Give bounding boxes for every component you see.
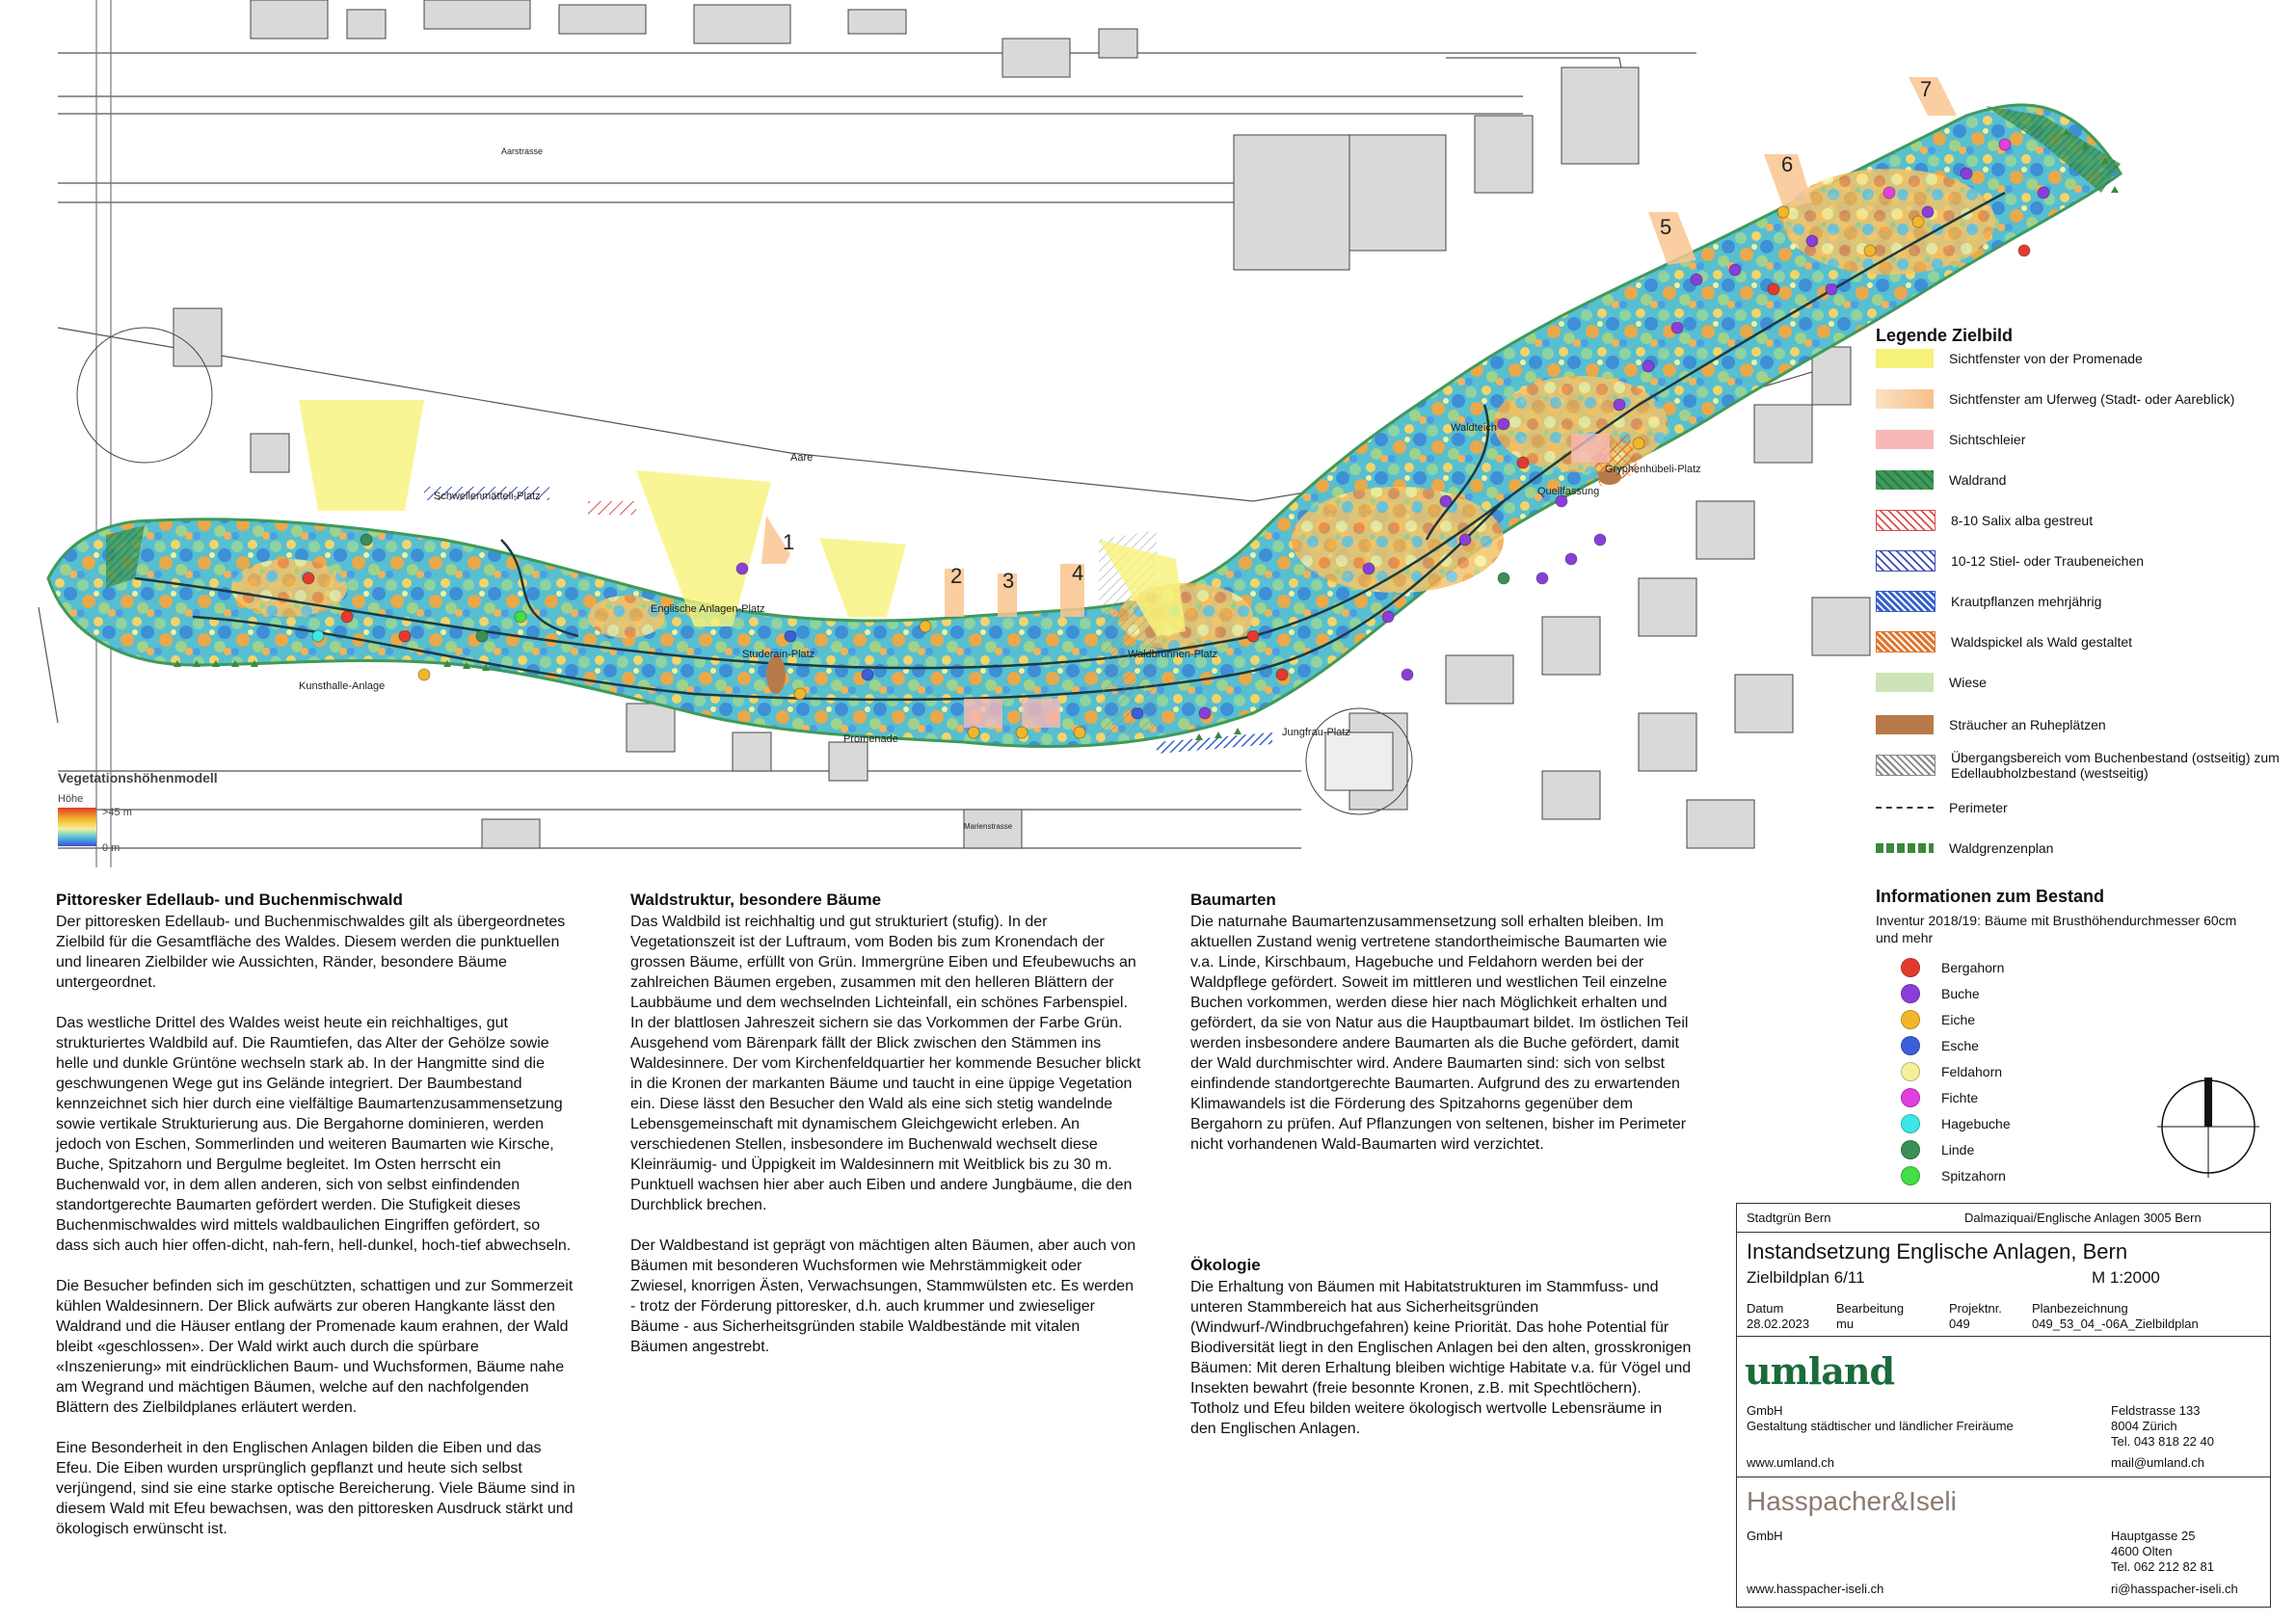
species-dot-icon — [1901, 1088, 1920, 1107]
inventory-subtitle: Inventur 2018/19: Bäume mit Brusthöhendurchmesser 60cm und mehr — [1876, 913, 2237, 945]
firm2-legal-form: GmbH — [1747, 1529, 1783, 1543]
species-item — [1901, 1138, 1974, 1161]
tree-marker — [794, 688, 806, 700]
tree-marker — [1459, 534, 1471, 545]
editor-label: Bearbeitung — [1836, 1301, 1905, 1316]
legend-label: Übergangsbereich vom Buchenbestand (ostseitig) zum Edellaubholzbestand (westseitig) — [1951, 750, 2280, 781]
tree-marker — [1536, 572, 1548, 584]
paragraph: Das Waldbild ist reichhaltig und gut strukturiert (stufig). In der Vegetationszeit ist der Luftraum, vom Boden bis zum Kronendach der grossen Bäume, erfüllt von Grün. Immergrüne Eiben und Efeubewuchs an zahlreichen Bäumen ergeben, zusammen mit den helleren Blättern der Laubbäume und dem wechselnden Lichteinfall, ein schönes Farbenspiel. In der blattlosen Jahreszeit sichern sie das Vorkommen der Farbe Grün. Ausgehend vom Bärenpark fällt der Blick zwischen den Stämmen ins Waldesinnere. Der vom Kirchenfeldquartier her kommende Besucher blickt in die Kronen der markanten Bäume und taucht in eine üppige Vegetation ein. Diese lässt den Besucher den Wald als eine sich stetig wandelnde Lebensgemeinschaft mit dynamischem Gleichgewicht erleben. An verschiedenen Stellen, insbesondere im Buchenwald wechselt diese Kleinräumig- und Üppigkeit im Waldesinnern mit Weitblick bis zu 30 m. Punktuell wachsen hier aber auch Eiben und andere Jungbäume, die den Durchblick brechen. — [630, 914, 1141, 1213]
species-dot-icon — [1901, 1036, 1920, 1055]
tree-marker — [418, 669, 430, 680]
tree-marker — [1199, 707, 1211, 719]
species-label: Buche — [1941, 986, 1980, 1001]
legend-item — [1876, 582, 2296, 621]
legend-item — [1876, 663, 2296, 702]
viewpoint-number: 4 — [1072, 561, 1084, 585]
legend-label: Wiese — [1949, 675, 1987, 690]
firm1-website[interactable]: www.umland.ch — [1747, 1455, 1835, 1470]
legend-item — [1876, 461, 2296, 499]
tree-marker — [1247, 630, 1259, 642]
species-item — [1901, 1164, 2006, 1187]
tree-marker — [1999, 139, 2011, 150]
site-address: Dalmaziquai/Englische Anlagen 3005 Bern — [1964, 1211, 2202, 1225]
svg-text:0 m: 0 m — [102, 842, 120, 854]
project-number-label: Projektnr. — [1949, 1301, 2002, 1316]
legend-item — [1876, 705, 2296, 744]
label-quellfassung: Quellfassung — [1537, 486, 1600, 497]
tree-marker — [1594, 534, 1606, 545]
species-item — [1901, 982, 1980, 1005]
legend-label: 10-12 Stiel- oder Traubeneichen — [1951, 553, 2145, 569]
tree-marker — [1642, 360, 1654, 372]
north-arrow — [2155, 1074, 2261, 1180]
species-label: Spitzahorn — [1941, 1168, 2006, 1184]
tree-marker — [1016, 727, 1028, 738]
species-item — [1901, 956, 2004, 979]
tree-marker — [862, 669, 873, 680]
species-label: Feldahorn — [1941, 1064, 2003, 1079]
firm1-street: Feldstrasse 133 — [2111, 1403, 2201, 1418]
species-dot-icon — [1901, 958, 1920, 977]
plan-name: Zielbildplan 6/11 — [1747, 1268, 1865, 1287]
svg-text:Höhe: Höhe — [58, 793, 84, 805]
section-title: Baumarten — [1190, 891, 1276, 909]
plan-scale: M 1:2000 — [2092, 1268, 2160, 1287]
tree-marker — [312, 630, 324, 642]
label-aarstrasse: Aarstrasse — [501, 146, 544, 156]
tree-marker — [1826, 283, 1837, 295]
label-waldteich: Waldteich — [1451, 422, 1497, 434]
viewpoint-number: 1 — [783, 530, 795, 554]
firm1-email[interactable]: mail@umland.ch — [2111, 1455, 2205, 1470]
legend-label: Sichtfenster von der Promenade — [1949, 351, 2143, 366]
paragraph: Eine Besonderheit in den Englischen Anlagen bilden die Eiben und das Efeu. Die Eiben wurden ursprünglich gepflanzt und heute sich selbst verjüngend, sind sie eine starke optische Bereicherung. Viele Bäume sind in diesem Wald mit Efeu bewachsen, was den pittoresken Ausdruck stärkt und ökologisch erwünscht ist. — [56, 1440, 575, 1537]
legend-swatch — [1876, 755, 1936, 776]
tree-marker — [1883, 187, 1895, 199]
species-item — [1901, 1034, 1979, 1057]
legend-swatch — [1876, 510, 1936, 531]
label-englische-anlagen: Englische Anlagen-Platz — [651, 603, 765, 615]
label-aare: Aare — [790, 452, 814, 464]
species-dot-icon — [1901, 1140, 1920, 1159]
section-title: Waldstruktur, besondere Bäume — [630, 891, 882, 909]
species-item — [1901, 1060, 2002, 1083]
legend-label: Waldrand — [1949, 472, 2007, 488]
tree-marker — [1565, 553, 1577, 565]
legend-swatch — [1876, 673, 1934, 692]
project-title: Instandsetzung Englische Anlagen, Bern — [1747, 1239, 2128, 1264]
paragraph: Die Besucher befinden sich im geschützten, schattigen und zur Sommerzeit kühlen Waldesinnern. Der Blick aufwärts zur oberen Hangkante lässt den Waldrand und die Häuser entlang der Promenade kaum erahnen, der Wald bleibt «geschlossen». Der Wald wirkt auch durch die spürbare «Inszenierung» mit eindrücklichen Baum- und Wuchsformen, Bäume nahe am Wegrand und mächtigen Bäumen, welche auf den nachfolgenden Blättern des Zielbildplanes erläutert werden. — [56, 1278, 574, 1416]
tree-marker — [360, 534, 372, 545]
legend-swatch — [1876, 807, 1934, 809]
species-dot-icon — [1901, 1062, 1920, 1081]
firm1-city: 8004 Zürich — [2111, 1419, 2177, 1433]
tree-marker — [1402, 669, 1413, 680]
viewpoint-number: 3 — [1002, 569, 1015, 593]
tree-marker — [1922, 206, 1934, 218]
text-column-1 — [56, 891, 576, 1559]
tree-marker — [1363, 563, 1375, 574]
tree-marker — [920, 621, 931, 632]
section-title: Ökologie — [1190, 1256, 1261, 1274]
viewpoint-number: 5 — [1660, 215, 1672, 239]
viewpoint-number: 7 — [1920, 77, 1933, 101]
tree-marker — [1074, 727, 1085, 738]
paragraph: Die Erhaltung von Bäumen mit Habitatstrukturen im Stammfuss- und unteren Stammbereich hat aus Sicherheitsgründen (Windwurf-/Windbruchgefahren) keine Priorität. Das hohe Potential für Biodiversität liegt in den Englischen Anlagen bei den alten, grosskronigen Bäumen: Mit deren Erhaltung bleiben wichtige Habitate v.a. für Vögel und Insekten bewahrt (freie besonnte Kronen, z.B. mit Spechtlöchern). Totholz und Efeu bilden weitere ökologisch wertvolle Lebensräume in den Englischen Anlagen. — [1190, 1279, 1692, 1437]
tree-marker — [1498, 572, 1509, 584]
legend-swatch — [1876, 715, 1934, 734]
tree-marker — [1132, 707, 1143, 719]
legend-label: Krautpflanzen mehrjährig — [1951, 594, 2102, 609]
legend-item — [1876, 746, 2296, 785]
tree-marker — [736, 563, 748, 574]
viewpoint-number: 2 — [950, 564, 963, 588]
legend-label: Waldspickel als Wald gestaltet — [1951, 634, 2133, 650]
paragraph: Das westliche Drittel des Waldes weist heute ein reichhaltiges, gut strukturiertes Waldbild auf. Die Raumtiefen, das Alter der Gehölze sowie helle und dunkle Grüntöne wechseln stark ab. In der Hangmitte sind die geschwungenen Wege gut ins Gelände integriert. Der Baumbestand kennzeichnet sich hier durch eine vielfältige Baumartenzusammensetzung sowie vertikale Strukturierung aus. Die Bergahorne dominieren, werden jedoch von Eschen, Sommerlinden und weiteren Baumarten wie Kirsche, Buche, Spitzahorn und Bergulme begleitet. Im Osten herrscht ein Buchenwald vor, in dem allen anderen, sich von selbst einfindenden standortgerechte Baumarten gefördert werden. Die Stufigkeit dieses Buchenmischwaldes wird mittels waldbaulichen Eingriffen gefördert, so dass sich auch hier offen-dicht, nah-fern, hell-dunkel, hoch-tief abwechseln. — [56, 1015, 572, 1254]
legend-swatch — [1876, 591, 1936, 612]
client: Stadtgrün Bern — [1747, 1211, 1831, 1225]
legend-label: Perimeter — [1949, 800, 2008, 815]
legend-item — [1876, 623, 2296, 661]
species-item — [1901, 1008, 1975, 1031]
firm2-phone: Tel. 062 212 82 81 — [2111, 1559, 2214, 1574]
tree-marker — [1671, 322, 1683, 333]
species-label: Hagebuche — [1941, 1116, 2011, 1131]
species-dot-icon — [1901, 1114, 1920, 1133]
salix-zone — [588, 501, 636, 515]
legend-title: Legende Zielbild — [1876, 326, 2014, 345]
legend-label: Sichtfenster am Uferweg (Stadt- oder Aareblick) — [1949, 391, 2235, 407]
legend-swatch — [1876, 550, 1936, 572]
label-waldbrunnen: Waldbrunnen-Platz — [1128, 649, 1218, 660]
species-dot-icon — [1901, 984, 1920, 1003]
label-promenade: Promenade — [843, 733, 898, 745]
firm1-phone: Tel. 043 818 22 40 — [2111, 1434, 2214, 1449]
editor-value: mu — [1836, 1317, 1855, 1331]
tree-marker — [1382, 611, 1394, 623]
legend-swatch — [1876, 430, 1934, 449]
legend-swatch — [1876, 349, 1934, 368]
firm2-email[interactable]: ri@hasspacher-iseli.ch — [2111, 1582, 2238, 1596]
legend-label: Sträucher an Ruheplätzen — [1949, 717, 2106, 732]
shrub-resting-place — [766, 655, 786, 694]
legend-item — [1876, 829, 2296, 867]
species-dot-icon — [1901, 1010, 1920, 1029]
label-gryphenhuebeli: Gryphenhübeli-Platz — [1605, 464, 1701, 475]
tree-marker — [1806, 235, 1818, 247]
tree-marker — [1768, 283, 1779, 295]
tree-marker — [476, 630, 488, 642]
plan-designation-label: Planbezeichnung — [2032, 1301, 2128, 1316]
legend-item — [1876, 380, 2296, 418]
tree-marker — [2038, 187, 2049, 199]
section-title: Pittoresker Edellaub- und Buchenmischwald — [56, 891, 403, 909]
label-jungfrau: Jungfrau-Platz — [1282, 727, 1350, 738]
species-label: Eiche — [1941, 1012, 1976, 1027]
species-item — [1901, 1112, 2011, 1135]
legend-swatch — [1876, 470, 1934, 490]
tree-marker — [303, 572, 314, 584]
species-dot-icon — [1901, 1166, 1920, 1185]
vegetation-height-legend — [58, 770, 218, 854]
plan-designation-value: 049_53_04_-06A_Zielbildplan — [2032, 1317, 2199, 1331]
legend-item — [1876, 339, 2296, 378]
legend-item — [1876, 420, 2296, 459]
legend-label: 8-10 Salix alba gestreut — [1951, 513, 2094, 528]
species-item — [1901, 1086, 1978, 1109]
tree-marker — [1729, 264, 1741, 276]
paragraph: Die naturnahe Baumartenzusammensetzung soll erhalten bleiben. Im aktuellen Zustand wenig vertretene standortheimische Baumarten wie v.a. Linde, Kirschbaum, Hagebuche und Feldahorn werden bei der Waldpflege gefördert. Soweit im mittleren und westlichen Teil einzelne Buchen vorkommen, werden diese hier nach Möglichkeit erhalten und gefördert, da sie von Natur aus die Hauptbaumart bildet. Im östlichen Teil werden insbesondere andere Baumarten als die Buche gefördert, damit der Wald durchmischter wird. Andere Baumarten sind: sich von selbst einfindende standortgerechte Baumarten. Aufgrund des zu erwartenden Klimawandels ist die Förderung des Spitzahorns gegenüber dem Bergahorn zu prüfen. Auf Pflanzungen von seltenen, bisher im Perimeter nicht vorhandenen Wald-Baumarten wird verzichtet. — [1190, 914, 1689, 1153]
firm1-legal-form: GmbH — [1747, 1403, 1783, 1418]
legend-label: Waldgrenzenplan — [1949, 840, 2054, 856]
tree-marker — [1864, 245, 1876, 256]
firm2-website[interactable]: www.hasspacher-iseli.ch — [1747, 1582, 1884, 1596]
tree-marker — [1777, 206, 1789, 218]
species-label: Fichte — [1941, 1090, 1979, 1105]
legend-item — [1876, 501, 2296, 540]
species-label: Linde — [1941, 1142, 1975, 1157]
inventory-title: Informationen zum Bestand — [1876, 887, 2105, 906]
tree-marker — [1517, 457, 1529, 468]
label-marienstrasse: Marienstrasse — [964, 822, 1013, 831]
tree-marker — [399, 630, 411, 642]
date-value: 28.02.2023 — [1747, 1317, 1810, 1331]
species-label: Esche — [1941, 1038, 1979, 1053]
legend-item — [1876, 542, 2296, 580]
umland-logo: umland — [1745, 1349, 1895, 1393]
firm2-street: Hauptgasse 25 — [2111, 1529, 2196, 1543]
tree-marker — [515, 611, 526, 623]
label-schwellenmaetteli: Schwellenmätteli-Platz — [434, 491, 541, 502]
tree-marker — [1961, 168, 1972, 179]
tree-marker — [1614, 399, 1625, 411]
viewpoint-number: 6 — [1781, 152, 1794, 176]
label-kunsthalle: Kunsthalle-Anlage — [299, 680, 386, 692]
svg-text:>45 m: >45 m — [102, 807, 132, 818]
tree-marker — [341, 611, 353, 623]
firm1-description: Gestaltung städtischer und ländlicher Freiräume — [1747, 1419, 2014, 1433]
legend-swatch — [1876, 631, 1936, 652]
firm2-city: 4600 Olten — [2111, 1544, 2173, 1558]
tree-marker — [1498, 418, 1509, 430]
legend-item — [1876, 788, 2296, 827]
paragraph: Der pittoresken Edellaub- und Buchenmischwaldes gilt als übergeordnetes Zielbild für die Gesamtfläche des Waldes. Diesem werden die punktuellen und linearen Zielbilder wie Aussichten, Ränder, besondere Bäume untergeordnet. — [56, 914, 566, 991]
hasspacher-iseli-logo: Hasspacher&Iseli — [1747, 1486, 1957, 1516]
legend-swatch — [1876, 389, 1934, 409]
tree-marker — [2018, 245, 2030, 256]
tree-marker — [1691, 274, 1702, 285]
legend-swatch — [1876, 843, 1934, 853]
species-label: Bergahorn — [1941, 960, 2005, 975]
tree-marker — [1912, 216, 1924, 227]
tree-marker — [968, 727, 979, 738]
date-label: Datum — [1747, 1301, 1784, 1316]
svg-text:Vegetationshöhenmodell: Vegetationshöhenmodell — [58, 770, 218, 785]
tree-marker — [1633, 438, 1644, 449]
tree-marker — [785, 630, 796, 642]
tree-marker — [1276, 669, 1288, 680]
legend-label: Sichtschleier — [1949, 432, 2026, 447]
tree-marker — [1440, 495, 1452, 507]
paragraph: Der Waldbestand ist geprägt von mächtigen alten Bäumen, aber auch von Bäumen mit besonderen Wuchsformen wie Mehrstämmigkeit oder Zwiesel, knorrigen Ästen, Verwachsungen, Stammwülsten etc. Es werden - trotz der Förderung pittoresker, d.h. auch krummer und zwieseliger Bäume - aus Sicherheitsgründen stabile Waldbestände mit vitalen Bäumen angestrebt. — [630, 1237, 1136, 1355]
label-studerain: Studerain-Platz — [742, 649, 815, 660]
text-column-4 — [1190, 1256, 1692, 1459]
text-column-2 — [630, 891, 1141, 1377]
text-column-3 — [1190, 891, 1692, 1175]
project-number-value: 049 — [1949, 1317, 1970, 1331]
